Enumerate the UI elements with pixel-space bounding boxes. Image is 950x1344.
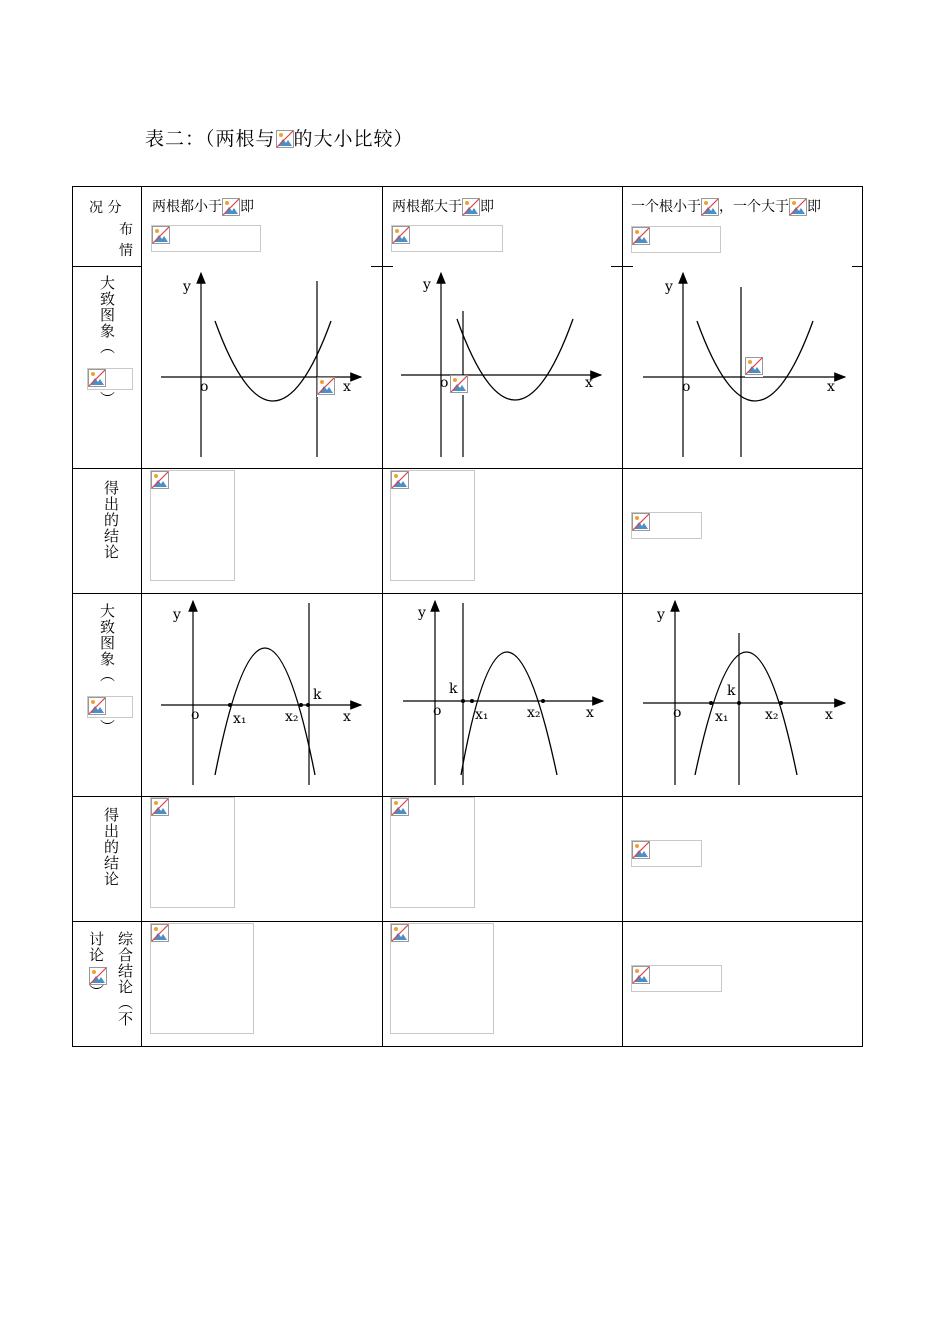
y-axis-label: y <box>173 607 181 623</box>
x2-label: x₂ <box>765 707 779 723</box>
conclusion-placeholder-2-3 <box>631 840 702 867</box>
graph-downward-straddle <box>635 599 857 789</box>
combined-placeholder-2 <box>390 923 494 1034</box>
condition-placeholder-2 <box>391 225 503 252</box>
combined-label-a: 综合结论（不 <box>116 931 134 1027</box>
broken-image-icon <box>632 513 650 531</box>
combined-placeholder-3 <box>631 965 722 992</box>
k-label-placeholder-1 <box>317 377 335 397</box>
x-axis-label: x <box>827 379 835 395</box>
origin-label: o <box>200 379 209 395</box>
k-label: k <box>313 687 322 703</box>
broken-image-icon <box>745 357 763 375</box>
x2-label: x₂ <box>285 709 299 725</box>
origin-label: o <box>682 379 691 395</box>
broken-image-icon <box>632 227 650 245</box>
x1-label: x₁ <box>715 709 729 725</box>
k-label: k <box>449 681 458 697</box>
k-label-placeholder-2 <box>450 375 468 395</box>
y-axis-label: y <box>657 607 665 623</box>
broken-image-icon <box>222 198 240 216</box>
header-col2: 两根都大于 即 <box>392 199 494 215</box>
x-axis-label: x <box>343 709 351 725</box>
header-col1: 两根都小于 即 <box>152 199 254 215</box>
conclusion-placeholder-2-1 <box>150 797 235 908</box>
conclusion-placeholder-1-3 <box>631 512 702 539</box>
broken-image-icon <box>789 198 807 216</box>
conclusion-placeholder-1-2 <box>390 470 475 581</box>
broken-image-icon <box>450 375 468 393</box>
x1-label: x₁ <box>475 707 489 723</box>
y-axis-label: y <box>665 279 673 295</box>
y-axis-label: y <box>183 279 191 295</box>
combined-label-icon <box>89 965 107 985</box>
header-label-b: 布 <box>119 222 133 238</box>
graph-downward-both-greater <box>393 599 613 789</box>
broken-image-icon <box>391 924 409 942</box>
page-title <box>145 124 414 151</box>
x-axis-label: x <box>825 707 833 723</box>
x-axis-label: x <box>585 375 593 391</box>
header-label-a: 况 分 <box>89 200 122 216</box>
broken-image-icon <box>632 841 650 859</box>
graph-upward-both-less <box>153 271 373 461</box>
broken-image-icon <box>632 966 650 984</box>
condition-placeholder-1 <box>151 225 261 252</box>
x-axis-label: x <box>343 379 351 395</box>
broken-image-icon <box>151 471 169 489</box>
conclusion-label-1: 得出的结论 <box>102 480 120 560</box>
conclusion-placeholder-1-1 <box>150 470 235 581</box>
conclusion-placeholder-2-2 <box>390 797 475 908</box>
broken-image-icon <box>391 471 409 489</box>
title-prefix: 表二：（两根与 <box>145 128 276 150</box>
x-axis-label: x <box>586 705 594 721</box>
broken-image-icon <box>88 369 106 387</box>
image-label-1: 大致图象（ <box>98 275 116 355</box>
broken-image-icon <box>701 198 719 216</box>
origin-label: o <box>440 375 449 391</box>
conclusion-label-2: 得出的结论 <box>102 807 120 887</box>
broken-image-icon <box>391 798 409 816</box>
image-label-placeholder-2 <box>87 696 133 718</box>
y-axis-label: y <box>423 277 431 293</box>
origin-label: o <box>433 703 442 719</box>
x2-label: x₂ <box>527 705 541 721</box>
broken-image-icon <box>276 130 294 148</box>
broken-image-icon <box>88 697 106 715</box>
graph-downward-both-less <box>153 599 373 789</box>
broken-image-icon <box>392 226 410 244</box>
broken-image-icon <box>152 226 170 244</box>
title-suffix: 的大小比较） <box>293 128 414 150</box>
k-label-placeholder-3 <box>745 357 763 377</box>
header-label-c: 情 <box>119 243 133 259</box>
broken-image-icon <box>151 924 169 942</box>
image-label-close-1: ） <box>98 391 116 407</box>
broken-image-icon <box>89 967 107 985</box>
comparison-table <box>72 186 863 1047</box>
graph-upward-both-greater <box>393 271 613 461</box>
broken-image-icon <box>317 377 335 395</box>
image-label-placeholder-1 <box>87 368 133 390</box>
image-label-2: 大致图象（ <box>98 603 116 683</box>
origin-label: o <box>673 705 682 721</box>
header-col3: 一个根小于 ，一个大于 即 <box>631 199 821 215</box>
broken-image-icon <box>151 798 169 816</box>
k-label: k <box>727 683 736 699</box>
combined-label-c: ） <box>87 984 105 1000</box>
image-label-close-2: ） <box>98 719 116 735</box>
x1-label: x₁ <box>233 711 247 727</box>
y-axis-label: y <box>418 605 426 621</box>
combined-placeholder-1 <box>150 923 254 1034</box>
origin-label: o <box>191 707 200 723</box>
combined-label-b: 讨论 <box>87 931 105 963</box>
condition-placeholder-3 <box>631 226 721 253</box>
broken-image-icon <box>462 198 480 216</box>
